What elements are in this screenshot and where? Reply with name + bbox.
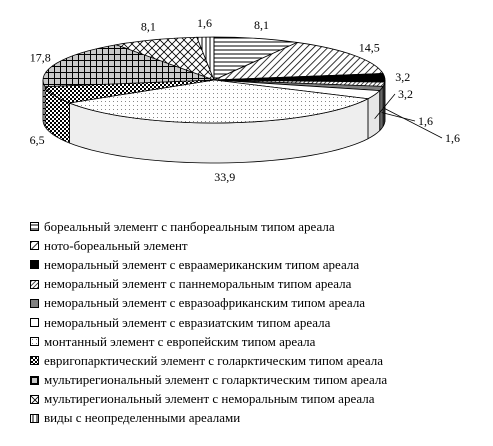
- legend-swatch: [30, 414, 39, 423]
- legend-item: [30, 275, 387, 294]
- slice-value-label-2: 3,2: [395, 70, 411, 84]
- legend-item: [30, 313, 387, 332]
- legend-label: ното-бореальный элемент: [44, 237, 188, 253]
- legend-label: мультирегиональный элемент с голарктическим типом ареала: [44, 372, 388, 388]
- legend-label: неморальный элемент с евразиатским типом ареала: [44, 314, 331, 330]
- legend-label: бореальный элемент с панбореальным типом ареала: [44, 218, 335, 234]
- legend-swatch: [30, 280, 39, 289]
- slice-value-label-5: 3,2: [398, 87, 413, 101]
- slice-value-label-7: 6,5: [29, 133, 45, 147]
- leader-line-3: [384, 108, 442, 138]
- legend-swatch: [30, 260, 39, 269]
- legend-swatch: [30, 395, 39, 404]
- legend-label: виды с неопределенными ареалами: [44, 410, 241, 426]
- pie-chart: [0, 0, 493, 210]
- legend-item: [30, 294, 387, 313]
- legend-item: [30, 351, 387, 370]
- legend-label: монтанный элемент с европейским типом ареала: [44, 333, 316, 349]
- slice-value-label-10: 1,6: [197, 16, 212, 31]
- legend-label: неморальный элемент с евразоафриканским типом ареала: [44, 295, 366, 311]
- legend-swatch: [30, 356, 39, 365]
- legend-swatch: [30, 299, 39, 308]
- legend-item: [30, 217, 387, 236]
- legend-label: неморальный элемент с евраамериканским типом ареала: [44, 256, 360, 272]
- legend-item: [30, 255, 387, 274]
- legend-item: [30, 390, 387, 409]
- slice-value-label-8: 17,8: [29, 50, 51, 65]
- slice-value-label-9: 8,1: [140, 19, 156, 34]
- legend-label: евригопарктический элемент с голарктическим типом ареала: [44, 352, 383, 368]
- legend-item: [30, 409, 387, 428]
- legend-item: [30, 371, 387, 390]
- slice-value-label-4: 1,6: [418, 114, 433, 128]
- legend-item: [30, 236, 387, 255]
- leader-line-4: [382, 113, 415, 121]
- legend-item: [30, 332, 387, 351]
- legend: [30, 217, 387, 428]
- legend-label: мультирегиональный элемент с неморальным типом ареала: [44, 391, 375, 407]
- legend-swatch: [30, 376, 39, 385]
- legend-swatch: [30, 318, 39, 327]
- slice-value-label-3: 1,6: [445, 131, 460, 145]
- slice-value-label-1: 14,5: [358, 40, 380, 55]
- slice-value-label-6: 33,9: [214, 169, 236, 184]
- legend-swatch: [30, 337, 39, 346]
- slice-value-label-0: 8,1: [254, 17, 269, 32]
- legend-swatch: [30, 222, 39, 231]
- legend-swatch: [30, 241, 39, 250]
- legend-label: неморальный элемент с паннеморальным типом ареала: [44, 276, 352, 292]
- pie-slice-side-8: [43, 80, 45, 127]
